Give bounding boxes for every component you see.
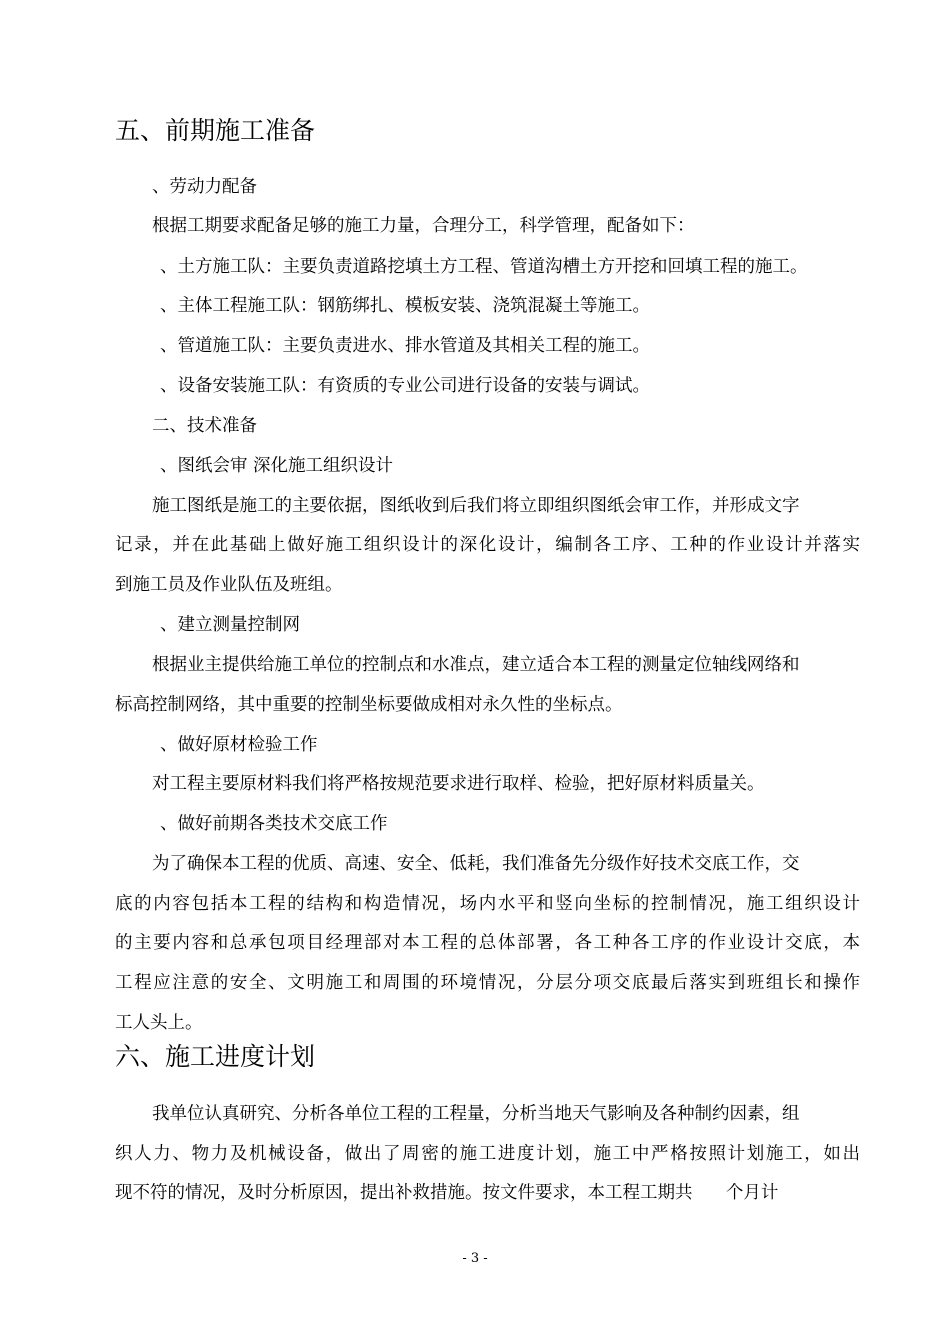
section-heading-5: 五、前期施工准备	[115, 116, 316, 145]
schedule-line: 现不符的情况，及时分析原因，提出补救措施。按文件要求，本工程工期共 个月计	[115, 1183, 779, 1203]
tech4-line: 的主要内容和总承包项目经理部对本工程的总体部署，各工种各工序的作业设计交底，本	[115, 933, 860, 953]
subheading-tech: 二、技术准备	[152, 416, 257, 436]
tech1-title: 、图纸会审 深化施工组织设计	[160, 456, 394, 476]
tech2-line: 标高控制网络，其中重要的控制坐标要做成相对永久性的坐标点。	[115, 695, 623, 715]
page-number: - 3 -	[462, 1251, 488, 1266]
tech2-title: 、建立测量控制网	[160, 615, 300, 635]
tech4-line: 为了确保本工程的优质、高速、安全、低耗，我们准备先分级作好技术交底工作，交	[152, 854, 800, 874]
schedule-line: 我单位认真研究、分析各单位工程的工程量，分析当地天气影响及各种制约因素，组	[152, 1104, 800, 1124]
section-heading-6: 六、施工进度计划	[115, 1042, 316, 1071]
tech3-line: 对工程主要原材料我们将严格按规范要求进行取样、检验，把好原材料质量关。	[152, 774, 765, 794]
tech1-line: 施工图纸是施工的主要依据，图纸收到后我们将立即组织图纸会审工作，并形成文字	[152, 496, 800, 516]
labor-intro: 根据工期要求配备足够的施工力量，合理分工，科学管理，配备如下：	[152, 216, 695, 236]
team-item: 、管道施工队：主要负责进水、排水管道及其相关工程的施工。	[160, 336, 650, 356]
tech4-line: 工程应注意的安全、文明施工和周围的环境情况，分层分项交底最后落实到班组长和操作	[115, 973, 860, 993]
subheading-labor: 、劳动力配备	[152, 177, 257, 197]
tech4-line: 工人头上。	[115, 1013, 203, 1033]
tech2-line: 根据业主提供给施工单位的控制点和水准点，建立适合本工程的测量定位轴线网络和	[152, 655, 800, 675]
tech4-title: 、做好前期各类技术交底工作	[160, 814, 388, 834]
team-item: 、土方施工队：主要负责道路挖填土方工程、管道沟槽土方开挖和回填工程的施工。	[160, 257, 808, 277]
tech3-title: 、做好原材检验工作	[160, 735, 318, 755]
tech1-line: 到施工员及作业队伍及班组。	[115, 575, 343, 595]
tech1-line: 记录，并在此基础上做好施工组织设计的深化设计，编制各工序、工种的作业设计并落实	[115, 535, 860, 555]
tech4-line: 底的内容包括本工程的结构和构造情况，场内水平和竖向坐标的控制情况，施工组织设计	[115, 894, 860, 914]
schedule-line: 织人力、物力及机械设备，做出了周密的施工进度计划，施工中严格按照计划施工，如出	[115, 1144, 860, 1164]
team-item: 、设备安装施工队：有资质的专业公司进行设备的安装与调试。	[160, 376, 650, 396]
team-item: 、主体工程施工队：钢筋绑扎、模板安装、浇筑混凝土等施工。	[160, 296, 650, 316]
